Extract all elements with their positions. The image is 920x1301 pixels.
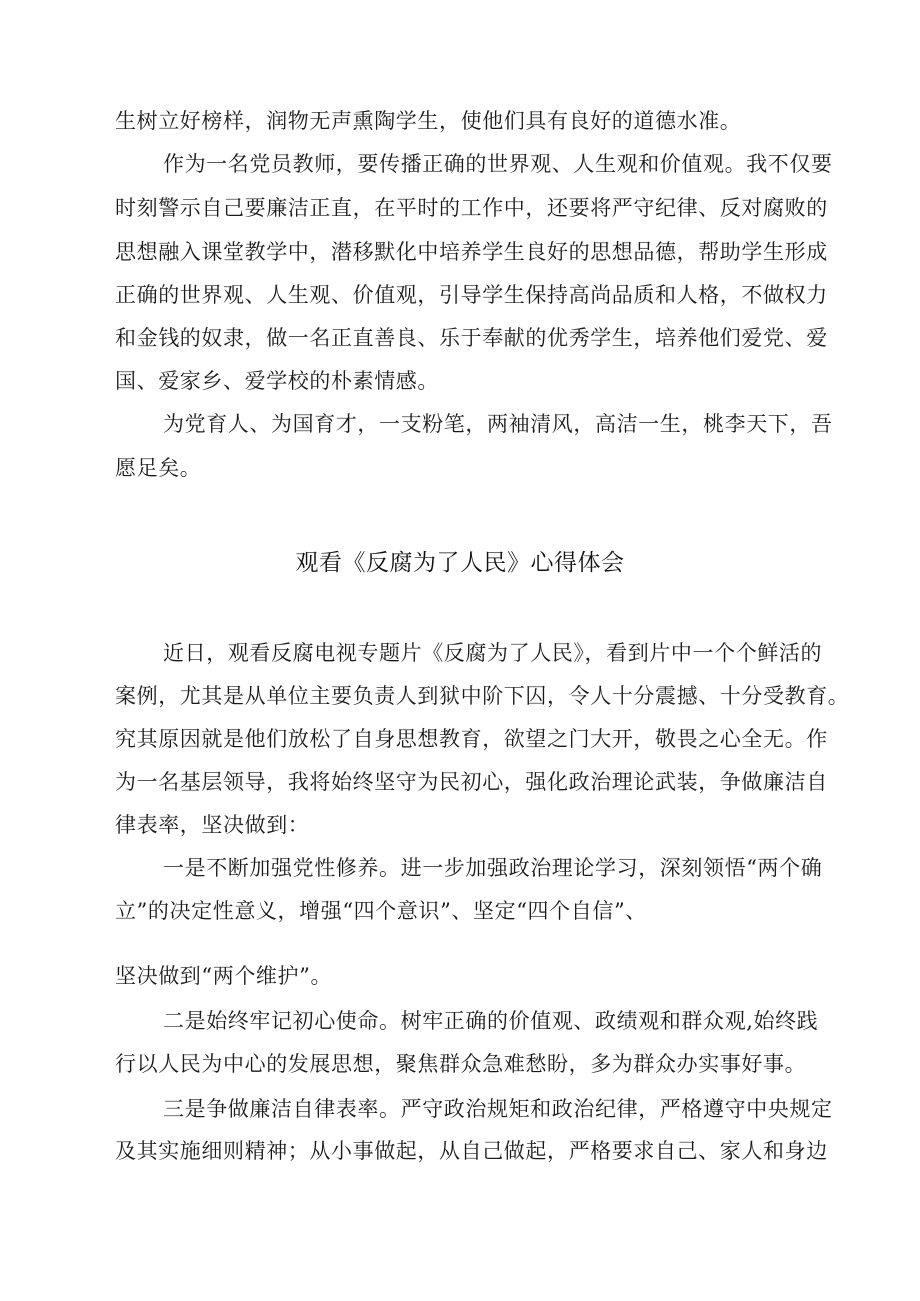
paragraph-line: 为一名基层领导，我将始终坚守为民初心，强化政治理论武装，争做廉洁自 [115,770,828,794]
paragraph-line: 时刻警示自己要廉洁正直，在平时的工作中，还要将严守纪律、反对腐败的 [115,196,828,220]
paragraph-line: 及其实施细则精神；从小事做起，从自己做起，严格要求自己、家人和身边 [115,1139,828,1163]
paragraph-line: 坚决做到“两个维护”。 [115,964,333,988]
paragraph-line: 作为一名党员教师，要传播正确的世界观、人生观和价值观。我不仅要 [163,152,833,176]
paragraph-line: 二是始终牢记初心使命。树牢正确的价值观、政绩观和群众观,始终践 [163,1009,819,1033]
paragraph-line: 为党育人、为国育才，一支粉笔，两袖清风，高洁一生，桃李天下，吾 [163,412,833,436]
paragraph-line: 正确的世界观、人生观、价值观，引导学生保持高尚品质和人格，不做权力 [115,283,828,307]
paragraph-line: 究其原因就是他们放松了自身思想教育，欲望之门大开，敬畏之心全无。作 [115,727,828,751]
paragraph-line: 生树立好榜样，润物无声熏陶学生，使他们具有良好的道德水准。 [115,109,742,133]
paragraph-line: 律表率，坚决做到： [115,813,310,837]
paragraph-line: 行以人民为中心的发展思想，聚焦群众急难愁盼，多为群众办实事好事。 [115,1052,807,1076]
paragraph-line: 立”的决定性意义，增强“四个意识”、坚定“四个自信”、 [115,899,647,923]
paragraph-line: 和金钱的奴隶，做一名正直善良、乐于奉献的优秀学生，培养他们爱党、爱 [115,326,828,350]
paragraph-line: 愿足矣。 [115,456,202,480]
article-title: 观看《反腐为了人民》心得体会 [295,550,625,576]
paragraph-line: 案例，尤其是从单位主要负责人到狱中阶下囚，令人十分震撼、十分受教育。 [115,684,850,708]
paragraph-line: 思想融入课堂教学中，潜移默化中培养学生良好的思想品德，帮助学生形成 [115,240,828,264]
paragraph-line: 三是争做廉洁自律表率。严守政治规矩和政治纪律，严格遵守中央规定 [163,1097,833,1121]
paragraph-line: 国、爱家乡、爱学校的朴素情感。 [115,369,439,393]
paragraph-line: 一是不断加强党性修养。进一步加强政治理论学习，深刻领悟“两个确 [163,856,823,880]
paragraph-line: 近日，观看反腐电视专题片《反腐为了人民》，看到片中一个个鲜活的 [163,641,823,665]
